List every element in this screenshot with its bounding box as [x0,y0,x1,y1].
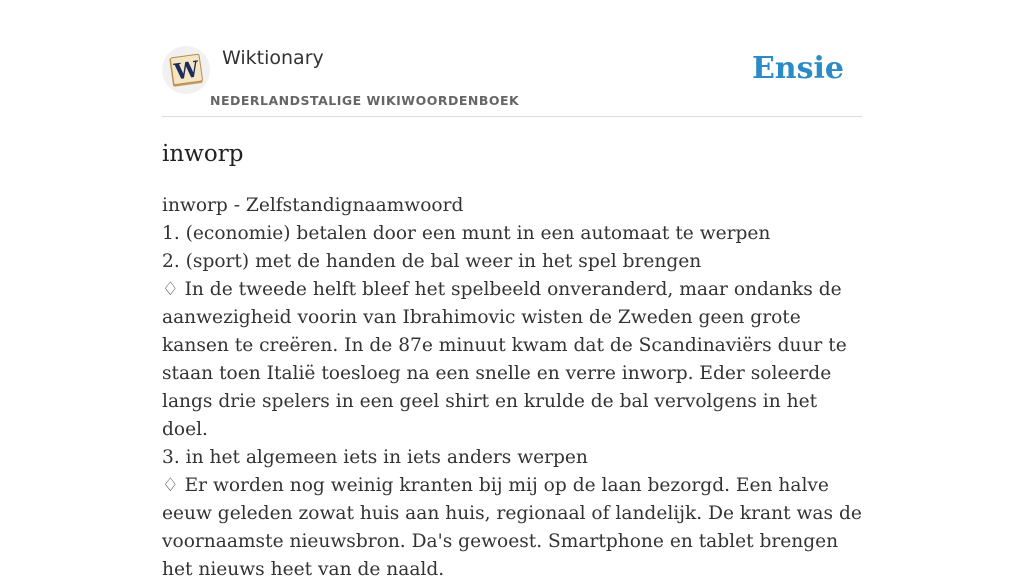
example-quote: ♢ In de tweede helft bleef het spelbeeld onveranderd, maar ondanks de aanwezigheid voorin van Ibrahimovic wisten de Zweden geen grote kansen te creëren. In de 87e minuut kwam dat de Scandinaviërs duur te staan toen Italië toesloeg na een snelle en verre inworp. Eder soleerde langs drie spelers in een geel shirt en krulde de bal vervolgens in het doel. [162,279,847,440]
entry-content [162,192,862,584]
definition-line: 3. in het algemeen iets in iets anders werpen [162,447,588,468]
page-card [162,0,862,580]
site-header [162,0,862,117]
wiktionary-tile-icon [162,46,210,94]
site-tagline: NEDERLANDSTALIGE WIKIWOORDENBOEK [210,93,520,108]
entry-title: inworp [162,141,244,167]
logo-letter: W [172,56,201,86]
ensie-brand-logo[interactable]: Ensie [751,51,844,86]
wiktionary-logo[interactable] [162,46,210,94]
site-name[interactable]: Wiktionary [222,47,324,69]
definition-line: 1. (economie) betalen door een munt in een automaat te werpen [162,223,771,244]
example-quote: ♢ Er worden nog weinig kranten bij mij op de laan bezorgd. Een halve eeuw geleden zowat huis aan huis, regionaal of landelijk. De krant was de voornaamste nieuwsbron. Da's gewoest. Smartphone en tablet brengen het nieuws heet van de naald. [162,475,862,580]
entry-heading: inworp - Zelfstandignaamwoord [162,195,464,216]
definition-line: 2. (sport) met de handen de bal weer in het spel brengen [162,251,702,272]
